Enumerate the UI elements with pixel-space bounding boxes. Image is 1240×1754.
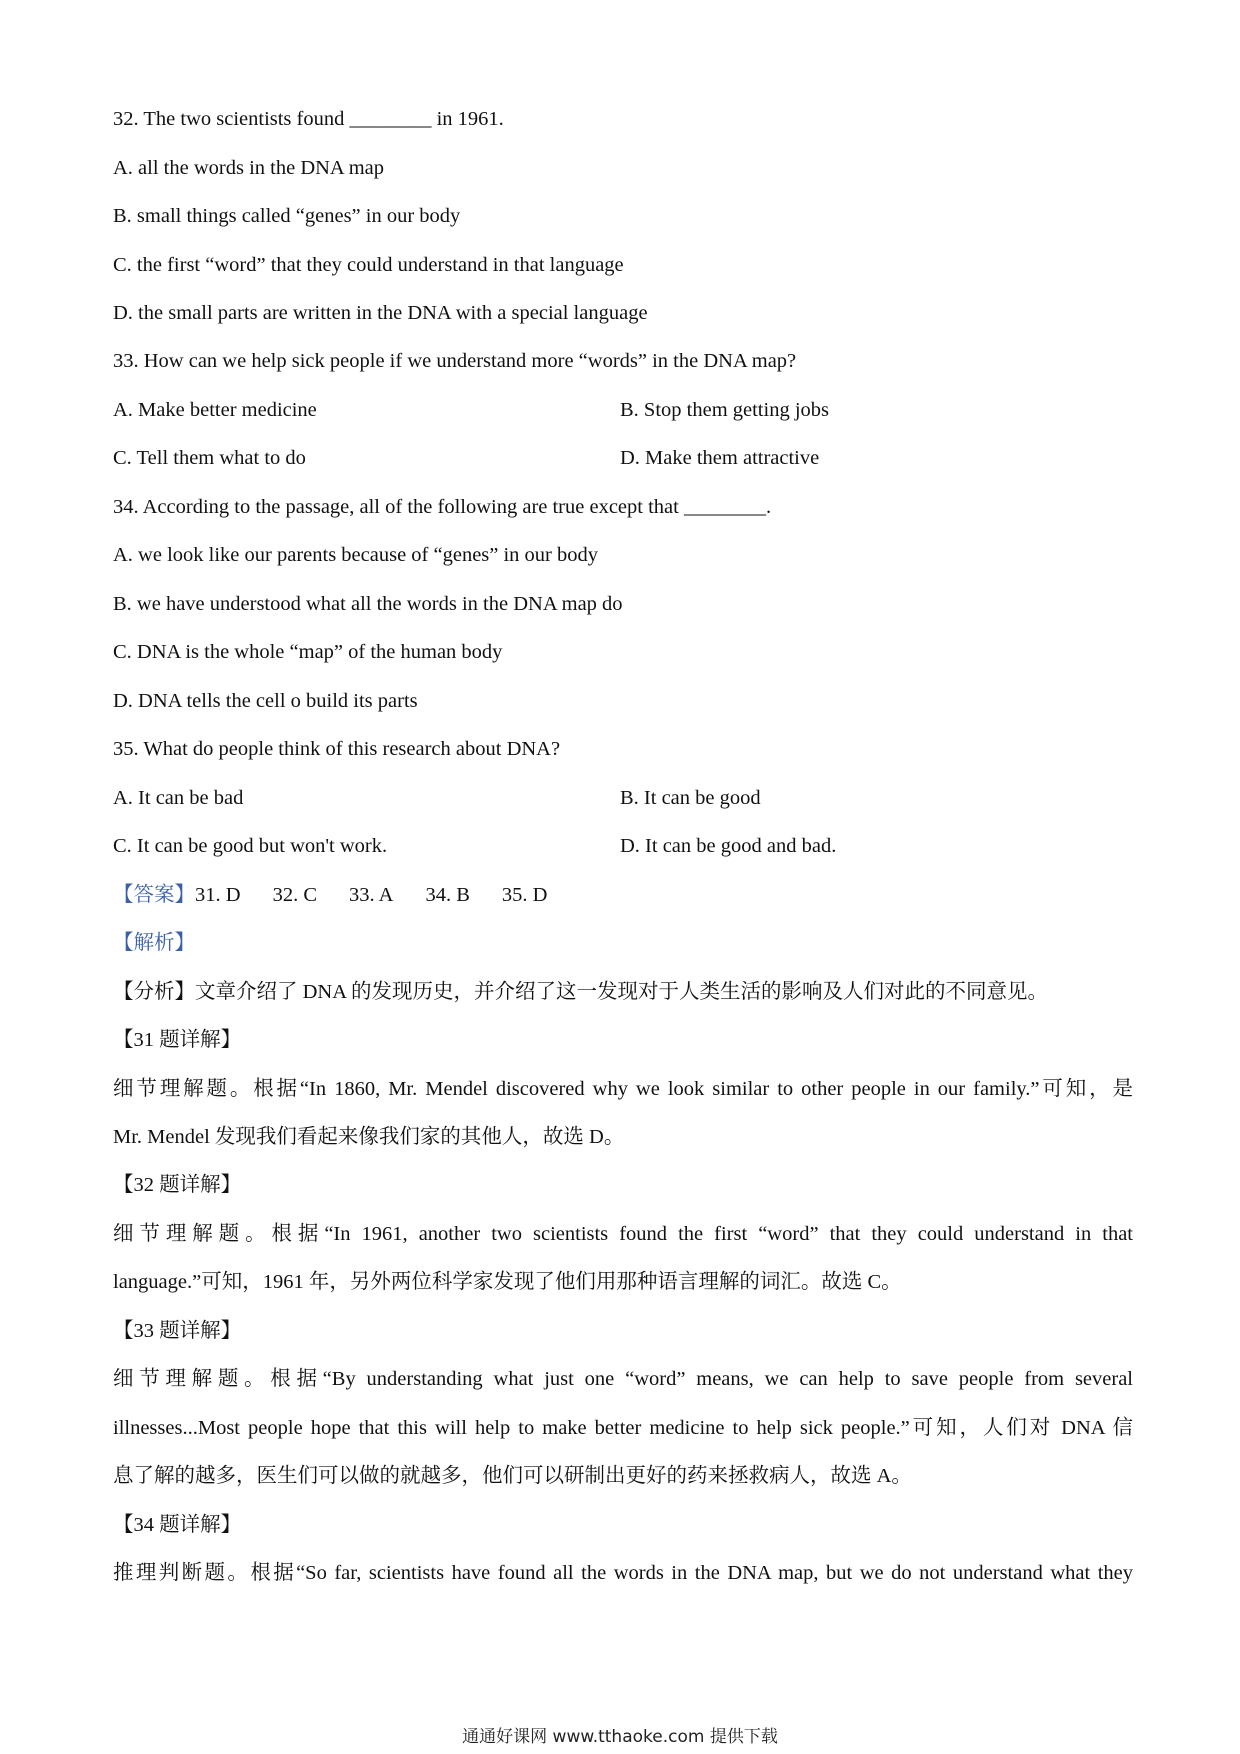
question-35-option-d: D. It can be good and bad. [620,835,837,857]
question-34-option-b: B. we have understood what all the words in the DNA map do [113,593,623,615]
detail-31-line-2: Mr. Mendel 发现我们看起来像我们家的其他人，故选 D。 [113,1126,625,1148]
question-33-option-a: A. Make better medicine [113,399,317,421]
question-33-option-b: B. Stop them getting jobs [620,399,829,421]
answer-label: 【答案】 [113,884,195,906]
detail-33-line-2: illnesses...Most people hope that this will help to make better medicine to help sick people.”可知，人们对 DNA 信 [113,1417,1133,1439]
question-35-stem: 35. What do people think of this research about DNA? [113,738,561,760]
answer-item: 35. D [501,884,548,906]
question-35-option-b: B. It can be good [620,787,761,809]
question-35-option-c: C. It can be good but won't work. [113,835,388,857]
answer-item: 32. C [272,884,317,906]
answer-item: 31. D [195,884,241,906]
analysis-summary: 【分析】文章介绍了 DNA 的发现历史，并介绍了这一发现对于人类生活的影响及人们对此的不同意见。 [113,981,1049,1003]
answer-item: 33. A [349,884,394,906]
detail-31-line-1: 细节理解题。根据“In 1860, Mr. Mendel discovered why we look similar to other people in our family.”可知，是 [113,1078,1133,1100]
question-32-stem: 32. The two scientists found ________ in 1961. [113,108,504,130]
question-32-option-b: B. small things called “genes” in our body [113,205,461,227]
detail-32-line-2: language.”可知，1961 年，另外两位科学家发现了他们用那种语言理解的词汇。故选 C。 [113,1271,902,1293]
question-33-stem: 33. How can we help sick people if we understand more “words” in the DNA map? [113,350,797,372]
question-32-option-c: C. the first “word” that they could understand in that language [113,254,624,276]
question-35-option-a: A. It can be bad [113,787,244,809]
question-33-option-d: D. Make them attractive [620,447,820,469]
detail-33-line-1: 细节理解题。根据“By understanding what just one “word” means, we can help to save people from several [113,1368,1133,1390]
answer-item: 34. B [425,884,470,906]
question-34-option-a: A. we look like our parents because of “genes” in our body [113,544,599,566]
detail-33-title: 【33 题详解】 [113,1320,242,1342]
detail-33-line-3: 息了解的越多，医生们可以做的就越多，他们可以研制出更好的药来拯救病人，故选 A。 [113,1465,912,1487]
question-34-option-d: D. DNA tells the cell o build its parts [113,690,418,712]
question-34-stem: 34. According to the passage, all of the following are true except that ________. [113,496,772,518]
question-32-option-d: D. the small parts are written in the DNA with a special language [113,302,648,324]
question-34-option-c: C. DNA is the whole “map” of the human body [113,641,503,663]
detail-31-title: 【31 题详解】 [113,1029,242,1051]
detail-32-line-1: 细节理解题。根据“In 1961, another two scientists found the first “word” that they could understand in that [113,1223,1133,1245]
analysis-label: 【解析】 [113,932,195,954]
question-33-option-c: C. Tell them what to do [113,447,306,469]
detail-34-line-1: 推理判断题。根据“So far, scientists have found all the words in the DNA map, but we do not understand what they [113,1562,1133,1584]
detail-34-title: 【34 题详解】 [113,1514,242,1536]
answer-key [113,880,1133,910]
page-footer: 通通好课网 www.tthaoke.com 提供下载 [462,1727,778,1747]
detail-32-title: 【32 题详解】 [113,1174,242,1196]
question-32-option-a: A. all the words in the DNA map [113,157,385,179]
